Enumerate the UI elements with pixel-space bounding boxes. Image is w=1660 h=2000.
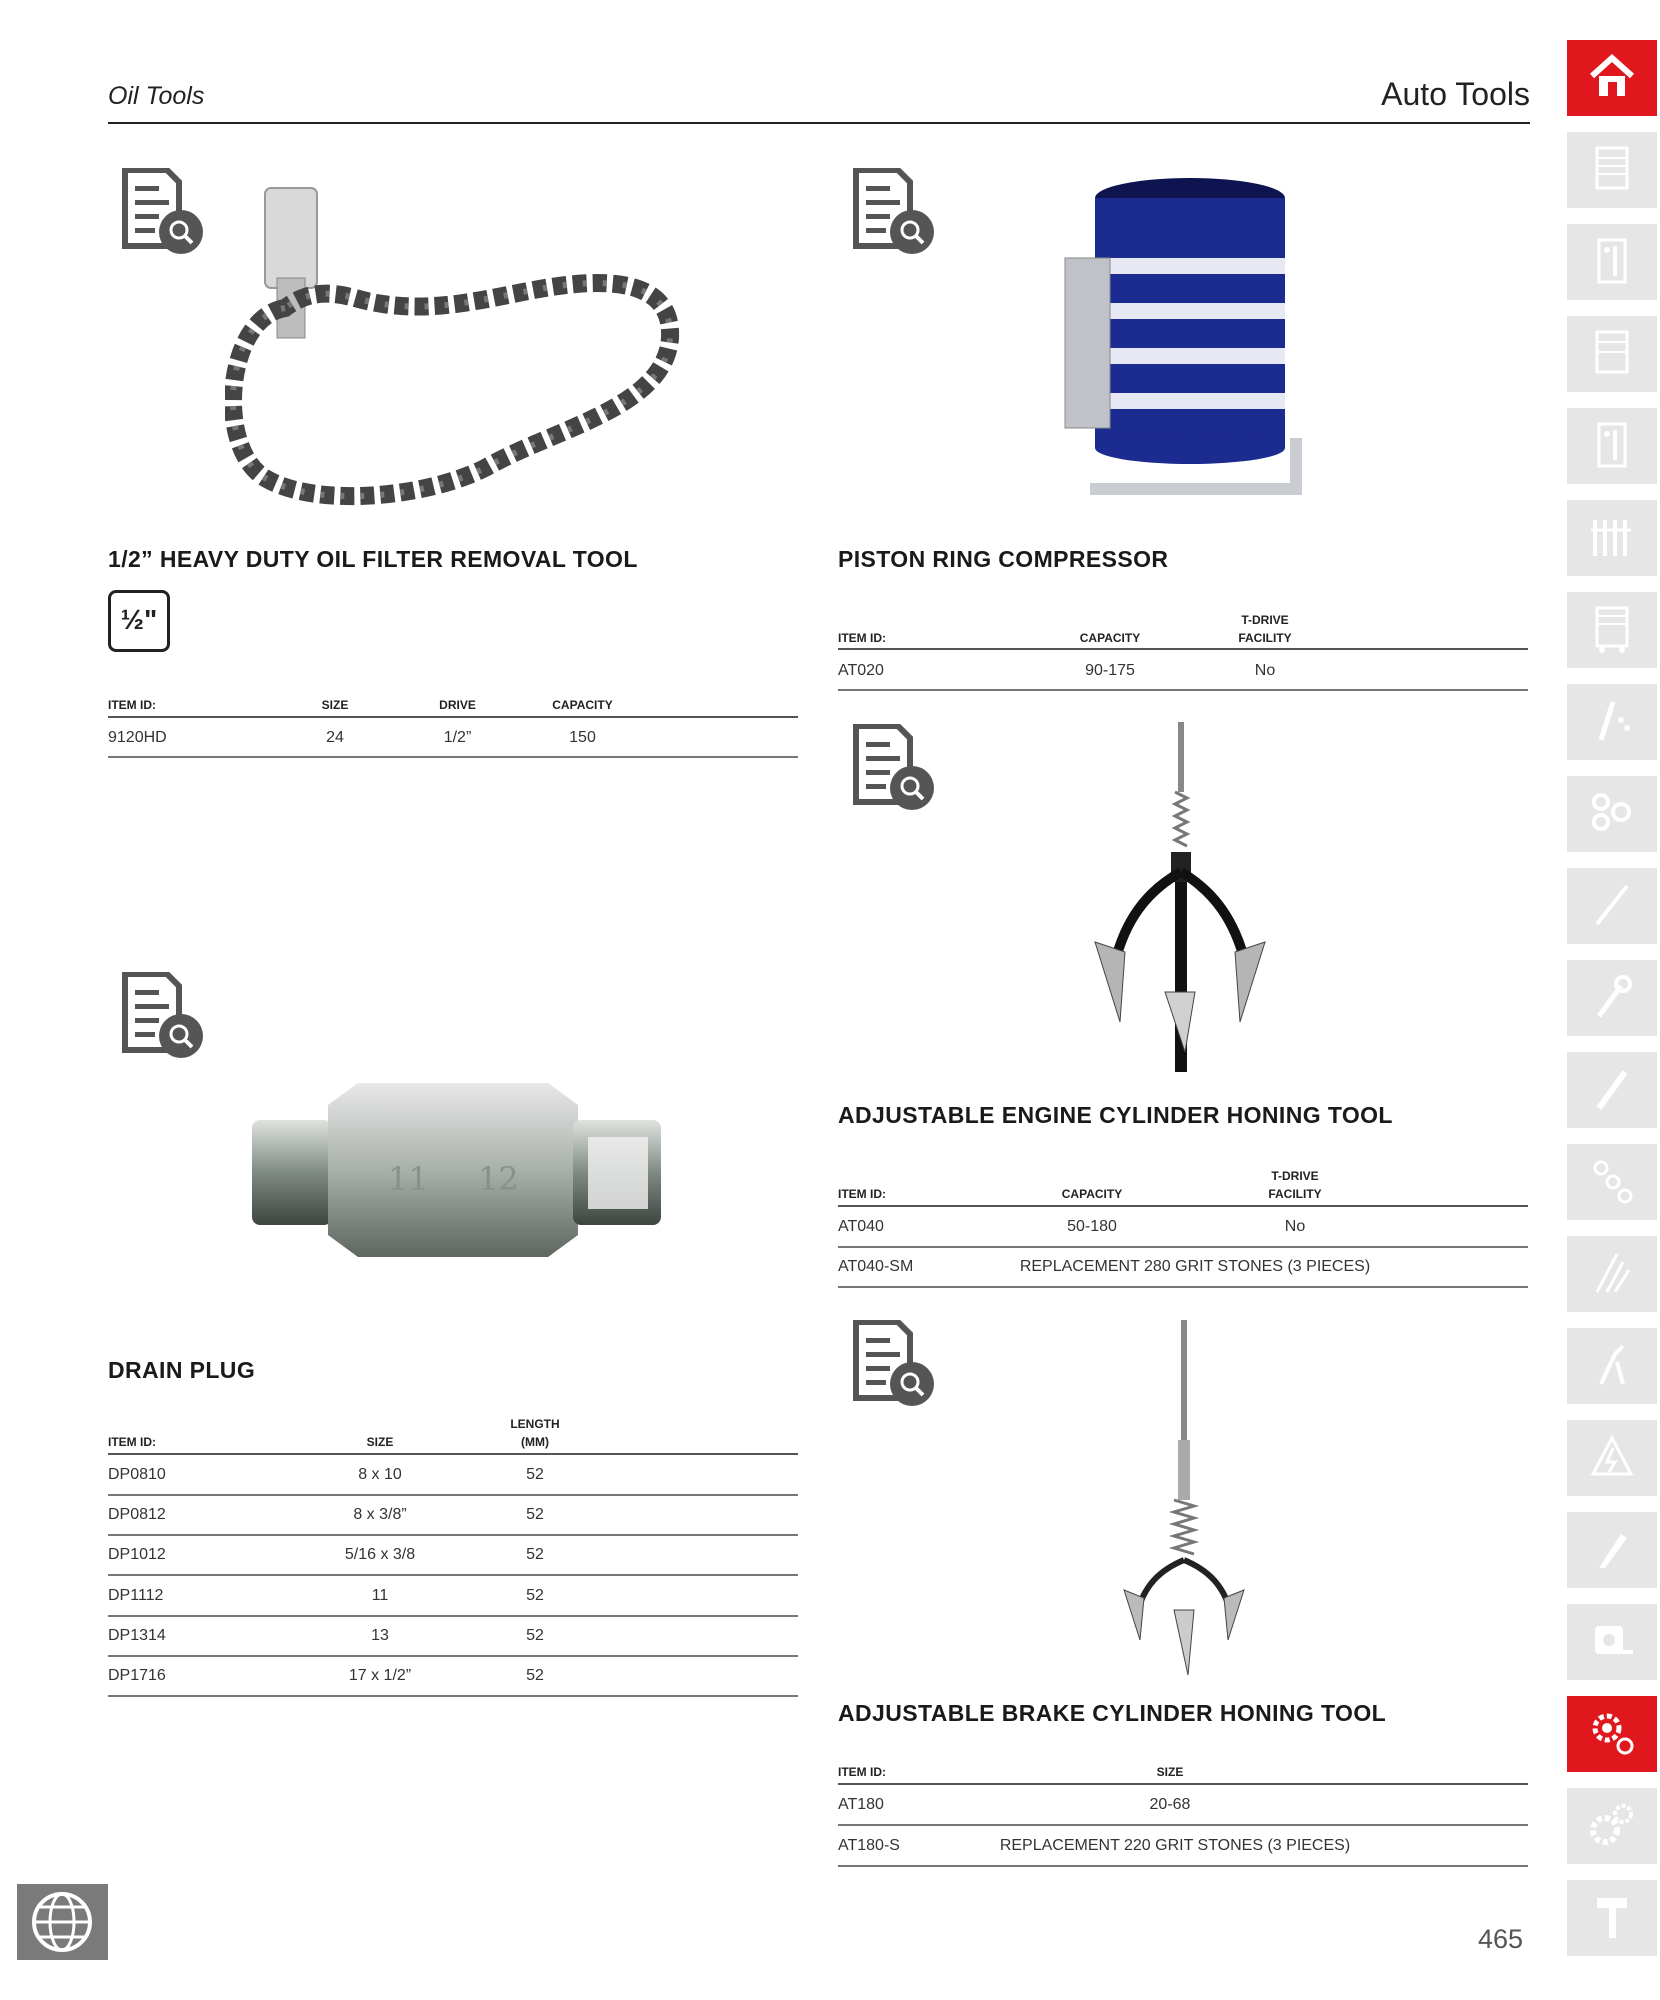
table-row-length: 52 xyxy=(526,1506,544,1523)
electrical-icon xyxy=(1587,1432,1637,1482)
cell-replacement: REPLACEMENT 280 GRIT STONES (3 PIECES) xyxy=(1019,1258,1371,1275)
category-title: Auto Tools xyxy=(1381,76,1530,112)
gears-icon xyxy=(1587,1800,1637,1850)
sidebar-item-wrench-screwdriver[interactable] xyxy=(1567,684,1657,760)
table-divider xyxy=(108,1574,798,1576)
brake-honing-tool-image xyxy=(1110,1320,1260,1685)
col-header-t-drive: T-DRIVE xyxy=(1241,613,1289,627)
cell-item-id: AT040 xyxy=(838,1218,884,1235)
table-divider xyxy=(108,1695,798,1697)
sidebar-item-sockets[interactable] xyxy=(1567,776,1657,852)
piston-ring-compressor-image xyxy=(1055,178,1315,513)
sidebar-item-screwdriver[interactable] xyxy=(1567,868,1657,944)
table-divider xyxy=(108,756,798,758)
col-header-drive: DRIVE xyxy=(439,698,476,712)
cell-t-drive: No xyxy=(1254,662,1276,679)
sidebar-item-screwdriver-2[interactable] xyxy=(1567,1052,1657,1128)
cell-size: 20-68 xyxy=(1149,1796,1191,1813)
col-header-item-id: ITEM ID: xyxy=(838,631,886,645)
col-header-size: SIZE xyxy=(366,1435,394,1449)
table-row-size: 5/16 x 3/8 xyxy=(344,1546,416,1563)
sidebar-item-bits[interactable] xyxy=(1567,1144,1657,1220)
plug-label-11: 11 xyxy=(388,1160,429,1198)
table-row-id: DP1112 xyxy=(108,1587,164,1604)
sidebar-item-tool-set[interactable] xyxy=(1567,500,1657,576)
cell-item-id: AT180 xyxy=(838,1796,884,1813)
table-divider xyxy=(838,1286,1528,1288)
sidebar-item-auto-tools[interactable] xyxy=(1567,1696,1657,1772)
table-divider xyxy=(108,716,798,718)
col-header-facility: FACILITY xyxy=(1268,1187,1322,1201)
wrench-icon xyxy=(1587,972,1637,1022)
workshop-trolley-icon xyxy=(1587,604,1637,654)
cell-replacement: REPLACEMENT 220 GRIT STONES (3 PIECES) xyxy=(999,1837,1351,1854)
datasheet-icon[interactable] xyxy=(117,972,207,1067)
cell-capacity: 150 xyxy=(569,729,596,746)
page-number: 465 xyxy=(1478,1924,1524,1954)
col-header-capacity: CAPACITY xyxy=(1061,1187,1123,1201)
tool-set-icon xyxy=(1587,512,1637,562)
bits-icon xyxy=(1587,1156,1637,1206)
col-header-size: SIZE xyxy=(321,698,349,712)
sidebar-item-wrench[interactable] xyxy=(1567,960,1657,1036)
table-row-id: DP1314 xyxy=(108,1627,166,1644)
sidebar-item-multi-tool[interactable] xyxy=(1567,1236,1657,1312)
screwdriver-icon xyxy=(1587,880,1637,930)
datasheet-icon[interactable] xyxy=(848,1320,938,1415)
col-header-capacity: CAPACITY xyxy=(1079,631,1141,645)
product-title: DRAIN PLUG xyxy=(108,1357,256,1383)
table-row-length: 52 xyxy=(526,1627,544,1644)
tool-tray-icon xyxy=(1587,236,1637,286)
table-row-size: 8 x 3/8” xyxy=(353,1506,407,1523)
product-title: ADJUSTABLE ENGINE CYLINDER HONING TOOL xyxy=(838,1102,1393,1128)
table-divider xyxy=(838,1865,1528,1867)
table-divider xyxy=(108,1534,798,1536)
globe-icon xyxy=(27,1887,97,1957)
sidebar-item-electrical[interactable] xyxy=(1567,1420,1657,1496)
tool-cabinet-icon xyxy=(1587,144,1637,194)
table-divider xyxy=(838,689,1528,691)
sidebar-item-tape-measure[interactable] xyxy=(1567,1604,1657,1680)
datasheet-icon[interactable] xyxy=(848,724,938,819)
datasheet-icon[interactable] xyxy=(117,168,207,263)
table-row-id: DP0812 xyxy=(108,1506,166,1523)
knife-icon xyxy=(1587,1524,1637,1574)
col-header-facility: FACILITY xyxy=(1238,631,1292,645)
sidebar-item-tool-tray[interactable] xyxy=(1567,224,1657,300)
table-row-size: 11 xyxy=(371,1587,389,1604)
engine-honing-tool-image xyxy=(1085,722,1285,1087)
product-title: ADJUSTABLE BRAKE CYLINDER HONING TOOL xyxy=(838,1700,1387,1726)
col-header-length-unit: (MM) xyxy=(521,1435,549,1449)
sidebar-item-tool-cabinet-2[interactable] xyxy=(1567,316,1657,392)
col-header-item-id: ITEM ID: xyxy=(838,1765,886,1779)
cell-capacity: 50-180 xyxy=(1067,1218,1117,1235)
table-divider xyxy=(838,1783,1528,1785)
screwdriver-2-icon xyxy=(1587,1064,1637,1114)
sockets-icon xyxy=(1587,788,1637,838)
col-header-size: SIZE xyxy=(1156,1765,1184,1779)
sidebar-item-gears[interactable] xyxy=(1567,1788,1657,1864)
table-divider xyxy=(108,1615,798,1617)
table-row-length: 52 xyxy=(526,1466,544,1483)
col-header-item-id: ITEM ID: xyxy=(108,698,156,712)
col-header-t-drive: T-DRIVE xyxy=(1271,1169,1319,1183)
oil-filter-tool-image xyxy=(225,178,685,513)
plug-label-12: 12 xyxy=(478,1160,519,1198)
header-divider xyxy=(108,122,1530,124)
cell-item-id: AT020 xyxy=(838,662,884,679)
table-row-id: DP1716 xyxy=(108,1667,166,1684)
product-title: 1/2” HEAVY DUTY OIL FILTER REMOVAL TOOL xyxy=(108,546,638,572)
table-divider xyxy=(108,1453,798,1455)
tape-measure-icon xyxy=(1587,1616,1637,1666)
table-divider xyxy=(838,1246,1528,1248)
drain-plug-image xyxy=(248,1075,668,1270)
table-row-size: 8 x 10 xyxy=(358,1466,402,1483)
multi-tool-icon xyxy=(1587,1248,1637,1298)
cell-size: 24 xyxy=(326,729,344,746)
table-divider xyxy=(108,1494,798,1496)
table-divider xyxy=(838,648,1528,650)
table-divider xyxy=(108,1655,798,1657)
sidebar-item-workshop-trolley[interactable] xyxy=(1567,592,1657,668)
product-title: PISTON RING COMPRESSOR xyxy=(838,546,1169,572)
sidebar-item-hammer[interactable] xyxy=(1567,1880,1657,1956)
wrench-screwdriver-icon xyxy=(1587,696,1637,746)
cell-item-id: 9120HD xyxy=(108,729,167,746)
home-icon xyxy=(1587,52,1637,102)
col-header-item-id: ITEM ID: xyxy=(838,1187,886,1201)
table-row-size: 17 x 1/2” xyxy=(348,1667,412,1684)
col-header-capacity: CAPACITY xyxy=(552,698,613,712)
cell-item-id: AT180-S xyxy=(838,1837,900,1854)
sidebar-item-tool-tray-2[interactable] xyxy=(1567,408,1657,484)
col-header-item-id: ITEM ID: xyxy=(108,1435,156,1449)
cell-t-drive: No xyxy=(1284,1218,1306,1235)
section-title: Oil Tools xyxy=(108,82,205,110)
datasheet-icon[interactable] xyxy=(848,168,938,263)
tool-tray-2-icon xyxy=(1587,420,1637,470)
table-row-length: 52 xyxy=(526,1546,544,1563)
tool-cabinet-2-icon xyxy=(1587,328,1637,378)
sidebar-item-knife[interactable] xyxy=(1567,1512,1657,1588)
sidebar-item-tool-cabinet[interactable] xyxy=(1567,132,1657,208)
cell-item-id: AT040-SM xyxy=(838,1258,914,1275)
table-row-length: 52 xyxy=(526,1587,544,1604)
col-header-length: LENGTH xyxy=(510,1417,560,1431)
sidebar-item-home[interactable] xyxy=(1567,40,1657,116)
hammer-icon xyxy=(1587,1892,1637,1942)
table-row-size: 13 xyxy=(371,1627,389,1644)
table-row-length: 52 xyxy=(526,1667,544,1684)
table-row-id: DP1012 xyxy=(108,1546,166,1563)
table-divider xyxy=(838,1824,1528,1826)
cell-capacity: 90-175 xyxy=(1085,662,1135,679)
pliers-icon xyxy=(1587,1340,1637,1390)
drive-size-badge: ½" xyxy=(108,590,170,652)
website-globe-button[interactable] xyxy=(17,1884,108,1960)
table-divider xyxy=(838,1205,1528,1207)
sidebar-item-pliers[interactable] xyxy=(1567,1328,1657,1404)
cell-drive: 1/2” xyxy=(443,729,472,746)
table-row-id: DP0810 xyxy=(108,1466,166,1483)
auto-tools-gear-icon xyxy=(1587,1708,1637,1758)
